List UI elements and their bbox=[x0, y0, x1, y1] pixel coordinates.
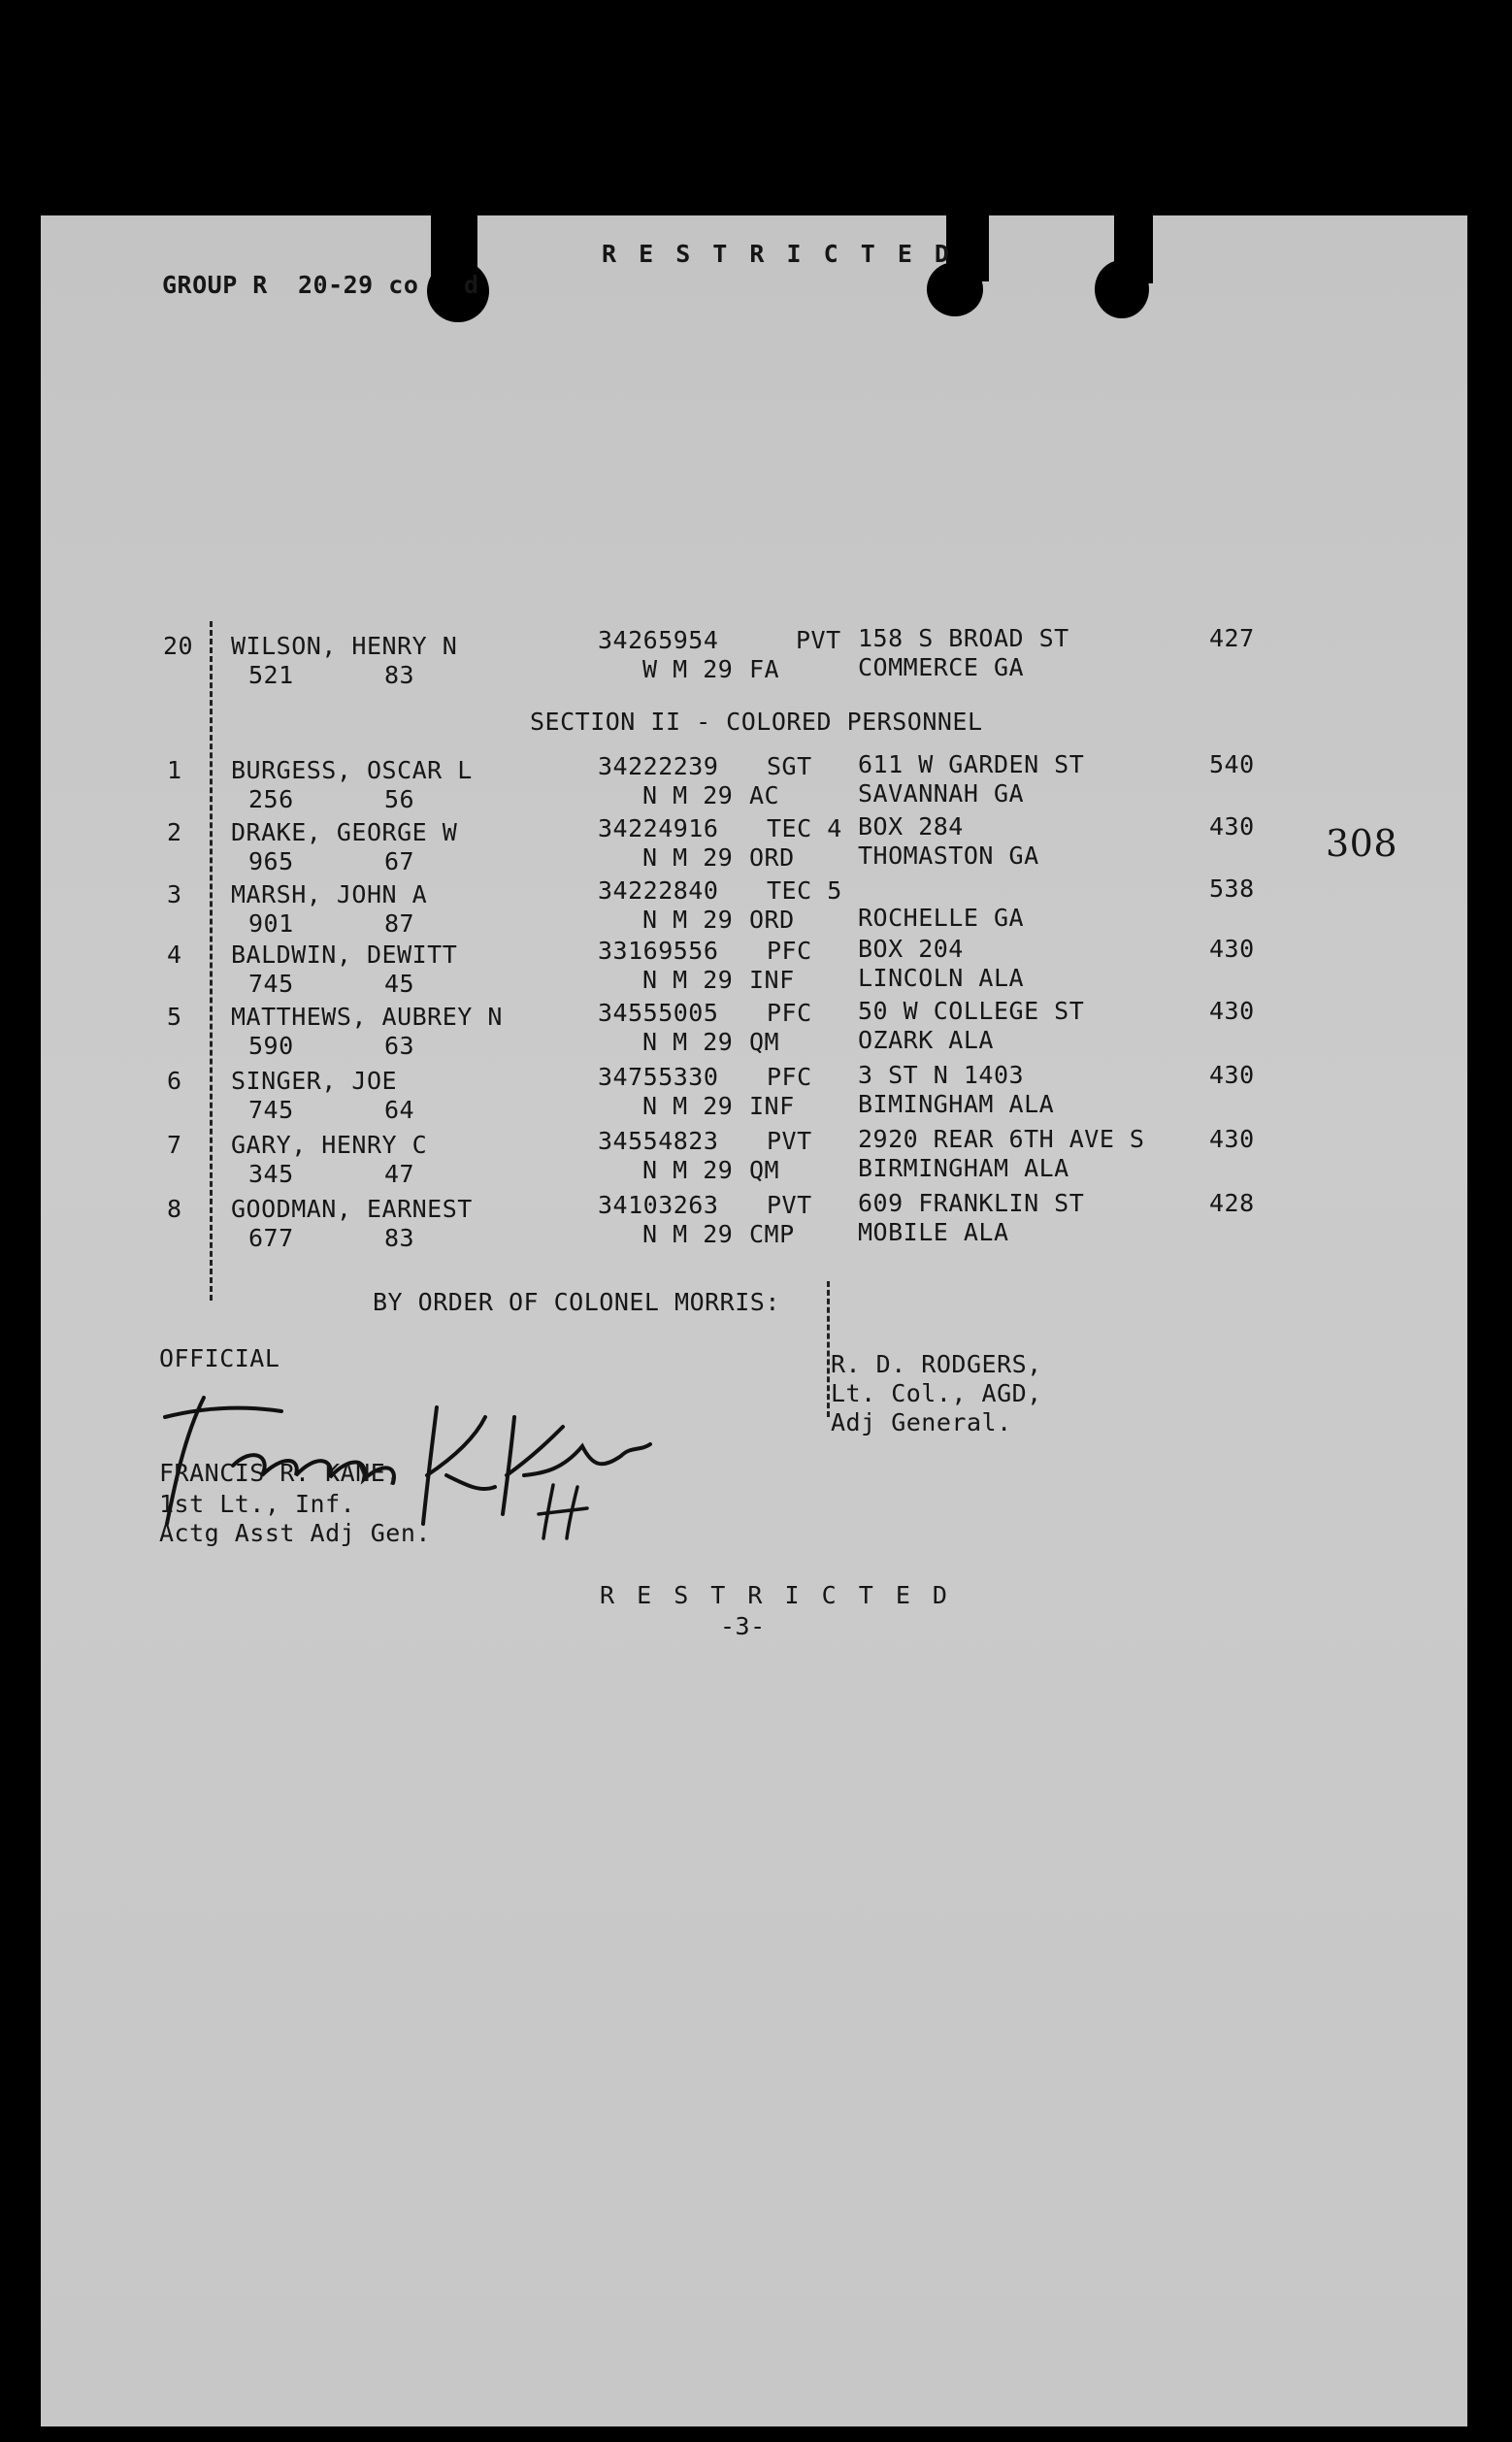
code-b: 83 bbox=[384, 661, 415, 689]
page-number: -3- bbox=[720, 1612, 766, 1640]
serial-number: 34554823 bbox=[598, 1127, 719, 1155]
binder-hole-right bbox=[1095, 260, 1149, 318]
address-line-2: OZARK ALA bbox=[858, 1026, 994, 1054]
serial-number: 34755330 bbox=[598, 1063, 719, 1091]
code-b: 67 bbox=[384, 847, 415, 875]
code-b: 56 bbox=[384, 785, 415, 813]
serial-number: 34555005 bbox=[598, 999, 719, 1027]
code-b: 83 bbox=[384, 1224, 415, 1252]
code-b: 45 bbox=[384, 970, 415, 998]
binder-hole-center bbox=[927, 262, 983, 316]
person-name: DRAKE, GEORGE W bbox=[231, 818, 458, 846]
rank: PVT bbox=[767, 1191, 812, 1219]
code-a: 901 bbox=[248, 909, 294, 938]
rank: TEC 5 bbox=[767, 876, 842, 905]
signer-left-line-3: Actg Asst Adj Gen. bbox=[159, 1519, 431, 1547]
serial-number: 34224916 bbox=[598, 814, 719, 842]
score: 430 bbox=[1209, 1061, 1255, 1089]
code-a: 745 bbox=[248, 1096, 294, 1124]
serial-number: 34265954 bbox=[598, 626, 719, 654]
person-name: MATTHEWS, AUBREY N bbox=[231, 1003, 503, 1031]
address-line-2: THOMASTON GA bbox=[858, 842, 1039, 870]
code-b: 64 bbox=[384, 1096, 415, 1124]
margin-rule bbox=[210, 621, 213, 1301]
race-age: N M 29 bbox=[642, 843, 734, 872]
race-age: N M 29 bbox=[642, 781, 734, 809]
race-age: W M 29 bbox=[642, 655, 734, 683]
branch: QM bbox=[749, 1156, 780, 1184]
rank: PVT bbox=[796, 626, 841, 654]
branch: INF bbox=[749, 1092, 795, 1120]
signer-left-line-1: FRANCIS R. KANE, bbox=[159, 1459, 401, 1487]
code-a: 256 bbox=[248, 785, 294, 813]
address-line-1: 3 ST N 1403 bbox=[858, 1061, 1025, 1089]
serial-number: 34103263 bbox=[598, 1191, 719, 1219]
code-a: 590 bbox=[248, 1032, 294, 1060]
branch: FA bbox=[749, 655, 780, 683]
person-name: WILSON, HENRY N bbox=[231, 632, 458, 660]
row-number: 3 bbox=[167, 880, 182, 908]
person-name: SINGER, JOE bbox=[231, 1067, 398, 1095]
address-line-1: 158 S BROAD ST bbox=[858, 624, 1069, 652]
row-number: 6 bbox=[167, 1067, 182, 1095]
code-b: 47 bbox=[384, 1160, 415, 1188]
section-heading: SECTION II - COLORED PERSONNEL bbox=[530, 708, 983, 736]
address-line-2: BIRMINGHAM ALA bbox=[858, 1154, 1069, 1182]
signature-divider bbox=[827, 1281, 830, 1417]
address-line-1: 609 FRANKLIN ST bbox=[858, 1189, 1085, 1217]
code-b: 63 bbox=[384, 1032, 415, 1060]
signer-right-line-1: R. D. RODGERS, bbox=[831, 1350, 1042, 1378]
restricted-header: R E S T R I C T E D bbox=[602, 240, 953, 268]
group-line: GROUP R 20-29 co d bbox=[162, 271, 479, 299]
signer-right-line-2: Lt. Col., AGD, bbox=[831, 1379, 1042, 1407]
address-line-1: 50 W COLLEGE ST bbox=[858, 997, 1085, 1025]
signer-right-line-3: Adj General. bbox=[831, 1408, 1012, 1436]
address-line-1: 611 W GARDEN ST bbox=[858, 750, 1085, 778]
address-line-1: 2920 REAR 6TH AVE S bbox=[858, 1125, 1145, 1153]
code-a: 965 bbox=[248, 847, 294, 875]
person-name: GOODMAN, EARNEST bbox=[231, 1195, 473, 1223]
person-name: MARSH, JOHN A bbox=[231, 880, 428, 908]
serial-number: 34222239 bbox=[598, 752, 719, 780]
address-line-2: LINCOLN ALA bbox=[858, 964, 1025, 992]
row-number: 5 bbox=[167, 1003, 182, 1031]
score: 430 bbox=[1209, 997, 1255, 1025]
row-number: 7 bbox=[167, 1131, 182, 1159]
branch: CMP bbox=[749, 1220, 795, 1248]
address-line-2: SAVANNAH GA bbox=[858, 779, 1025, 808]
row-number: 1 bbox=[167, 756, 182, 784]
address-line-1: BOX 204 bbox=[858, 935, 964, 963]
race-age: N M 29 bbox=[642, 1092, 734, 1120]
branch: ORD bbox=[749, 843, 795, 872]
document-page bbox=[41, 215, 1467, 2426]
score: 430 bbox=[1209, 935, 1255, 963]
address-line-2: BIMINGHAM ALA bbox=[858, 1090, 1055, 1118]
score: 538 bbox=[1209, 874, 1255, 903]
code-a: 677 bbox=[248, 1224, 294, 1252]
score: 430 bbox=[1209, 1125, 1255, 1153]
branch: AC bbox=[749, 781, 780, 809]
signer-left-line-2: 1st Lt., Inf. bbox=[159, 1490, 356, 1518]
branch: QM bbox=[749, 1028, 780, 1056]
row-number: 20 bbox=[163, 632, 194, 660]
person-name: GARY, HENRY C bbox=[231, 1131, 428, 1159]
serial-number: 34222840 bbox=[598, 876, 719, 905]
code-a: 745 bbox=[248, 970, 294, 998]
score: 430 bbox=[1209, 812, 1255, 841]
race-age: N M 29 bbox=[642, 906, 734, 934]
rank: PVT bbox=[767, 1127, 812, 1155]
race-age: N M 29 bbox=[642, 966, 734, 994]
row-number: 8 bbox=[167, 1195, 182, 1223]
branch: INF bbox=[749, 966, 795, 994]
row-number: 2 bbox=[167, 818, 182, 846]
rank: SGT bbox=[767, 752, 812, 780]
restricted-footer: R E S T R I C T E D bbox=[600, 1581, 951, 1609]
code-a: 345 bbox=[248, 1160, 294, 1188]
person-name: BALDWIN, DEWITT bbox=[231, 940, 458, 969]
race-age: N M 29 bbox=[642, 1220, 734, 1248]
code-a: 521 bbox=[248, 661, 294, 689]
score: 428 bbox=[1209, 1189, 1255, 1217]
rank: PFC bbox=[767, 1063, 812, 1091]
address-line-1: BOX 284 bbox=[858, 812, 964, 841]
official-label: OFFICIAL bbox=[159, 1344, 280, 1372]
score: 427 bbox=[1209, 624, 1255, 652]
by-order-line: BY ORDER OF COLONEL MORRIS: bbox=[373, 1288, 780, 1316]
rank: TEC 4 bbox=[767, 814, 842, 842]
race-age: N M 29 bbox=[642, 1156, 734, 1184]
address-line-2: MOBILE ALA bbox=[858, 1218, 1009, 1246]
address-line-2: ROCHELLE GA bbox=[858, 904, 1025, 932]
race-age: N M 29 bbox=[642, 1028, 734, 1056]
address-line-2: COMMERCE GA bbox=[858, 653, 1025, 681]
row-number: 4 bbox=[167, 940, 182, 969]
branch: ORD bbox=[749, 906, 795, 934]
rank: PFC bbox=[767, 937, 812, 965]
rank: PFC bbox=[767, 999, 812, 1027]
serial-number: 33169556 bbox=[598, 937, 719, 965]
person-name: BURGESS, OSCAR L bbox=[231, 756, 473, 784]
code-b: 87 bbox=[384, 909, 415, 938]
margin-page-number: 308 bbox=[1326, 822, 1398, 865]
score: 540 bbox=[1209, 750, 1255, 778]
